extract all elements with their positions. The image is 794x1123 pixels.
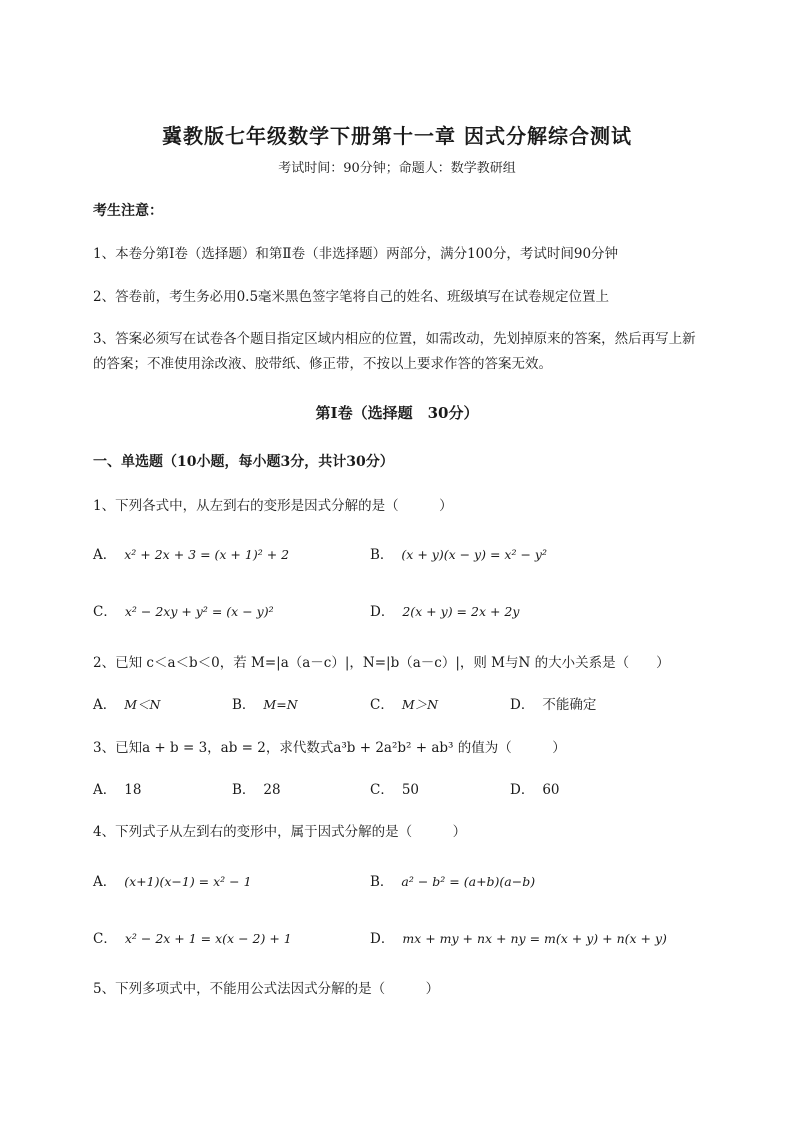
option-label: A．	[93, 782, 117, 798]
exam-info: 考试时间：90分钟；命题人：数学教研组	[278, 161, 516, 176]
option-text: 不能确定	[542, 697, 597, 713]
question-1-stem: 1、下列各式中，从左到右的变形是因式分解的是（ ）	[93, 498, 453, 514]
option-text: 50	[401, 782, 420, 798]
option-label: D．	[510, 697, 535, 713]
question-2-option-c[interactable]	[370, 693, 438, 713]
option-label: A．	[93, 697, 117, 713]
notice-heading: 考生注意：	[93, 203, 163, 219]
option-text: x² − 2xy + y² = (x − y)²	[124, 604, 274, 619]
question-3-option-d[interactable]	[510, 778, 560, 798]
option-label: C．	[93, 931, 117, 947]
option-text: x² + 2x + 3 = (x + 1)² + 2	[124, 547, 290, 562]
notice-3: 3、答案必须写在试卷各个题目指定区域内相应的位置，如需改动，先划掉原来的答案，然后再写上新	[93, 331, 696, 347]
section-title: 第Ⅰ卷（选择题 30分）	[315, 404, 479, 422]
option-text: 2(x + y) = 2x + 2y	[402, 604, 520, 619]
option-label: B．	[370, 874, 394, 890]
question-4-option-c[interactable]	[93, 927, 292, 947]
option-label: A．	[93, 874, 117, 890]
option-text: M＞N	[401, 697, 439, 712]
option-text: M＜N	[124, 697, 161, 712]
option-label: C．	[370, 697, 394, 713]
option-text: 18	[124, 782, 142, 798]
question-1-option-c[interactable]	[93, 600, 274, 620]
option-label: D．	[370, 604, 395, 620]
option-label: B．	[232, 782, 256, 798]
option-text: 28	[263, 782, 281, 798]
question-4-option-a[interactable]	[93, 870, 252, 890]
option-label: B．	[232, 697, 256, 713]
option-text: x² − 2x + 1 = x(x − 2) + 1	[124, 931, 292, 946]
question-5-stem: 5、下列多项式中，不能用公式法因式分解的是（ ）	[93, 981, 440, 997]
notice-1: 1、本卷分第Ⅰ卷（选择题）和第Ⅱ卷（非选择题）两部分，满分100分，考试时间90分钟	[93, 246, 619, 262]
option-text: (x+1)(x−1) = x² − 1	[124, 874, 252, 889]
question-2-option-a[interactable]	[93, 693, 161, 713]
question-2-stem: 2、已知 c＜a＜b＜0，若 M=|a（a－c）|，N=|b（a－c）|，则 M与N 的大小关系是（ ）	[93, 655, 670, 671]
option-label: B．	[370, 547, 394, 563]
question-3-option-b[interactable]	[232, 778, 281, 798]
notice-3-continued: 的答案；不准使用涂改液、胶带纸、修正带，不按以上要求作答的答案无效。	[93, 356, 552, 372]
document-title: 冀教版七年级数学下册第十一章 因式分解综合测试	[162, 124, 632, 148]
question-1-option-b[interactable]	[370, 543, 547, 563]
question-4-option-d[interactable]	[370, 927, 667, 947]
question-4-option-b[interactable]	[370, 870, 535, 890]
notice-2: 2、答卷前，考生务必用0.5毫米黑色签字笔将自己的姓名、班级填写在试卷规定位置上	[93, 289, 610, 305]
option-text: mx + my + nx + ny = m(x + y) + n(x + y)	[402, 931, 667, 946]
question-2-option-b[interactable]	[232, 693, 298, 713]
option-text: a² − b² = (a+b)(a−b)	[401, 874, 536, 889]
option-text: 60	[542, 782, 560, 798]
question-2-option-d[interactable]	[510, 693, 596, 713]
option-text: M=N	[263, 697, 298, 712]
question-3-option-c[interactable]	[370, 778, 419, 798]
option-label: D．	[370, 931, 395, 947]
question-4-stem: 4、下列式子从左到右的变形中，属于因式分解的是（ ）	[93, 824, 467, 840]
question-1-option-a[interactable]	[93, 543, 289, 563]
option-text: (x + y)(x − y) = x² − y²	[401, 547, 547, 562]
option-label: D．	[510, 782, 535, 798]
option-label: C．	[370, 782, 394, 798]
question-3-stem: 3、已知a + b = 3，ab = 2，求代数式a³b + 2a²b² + ab³ 的值为（ ）	[93, 740, 566, 756]
question-1-option-d[interactable]	[370, 600, 519, 620]
option-label: A．	[93, 547, 117, 563]
question-3-option-a[interactable]	[93, 778, 141, 798]
part-heading: 一、单选题（10小题，每小题3分，共计30分）	[93, 454, 394, 470]
option-label: C．	[93, 604, 117, 620]
